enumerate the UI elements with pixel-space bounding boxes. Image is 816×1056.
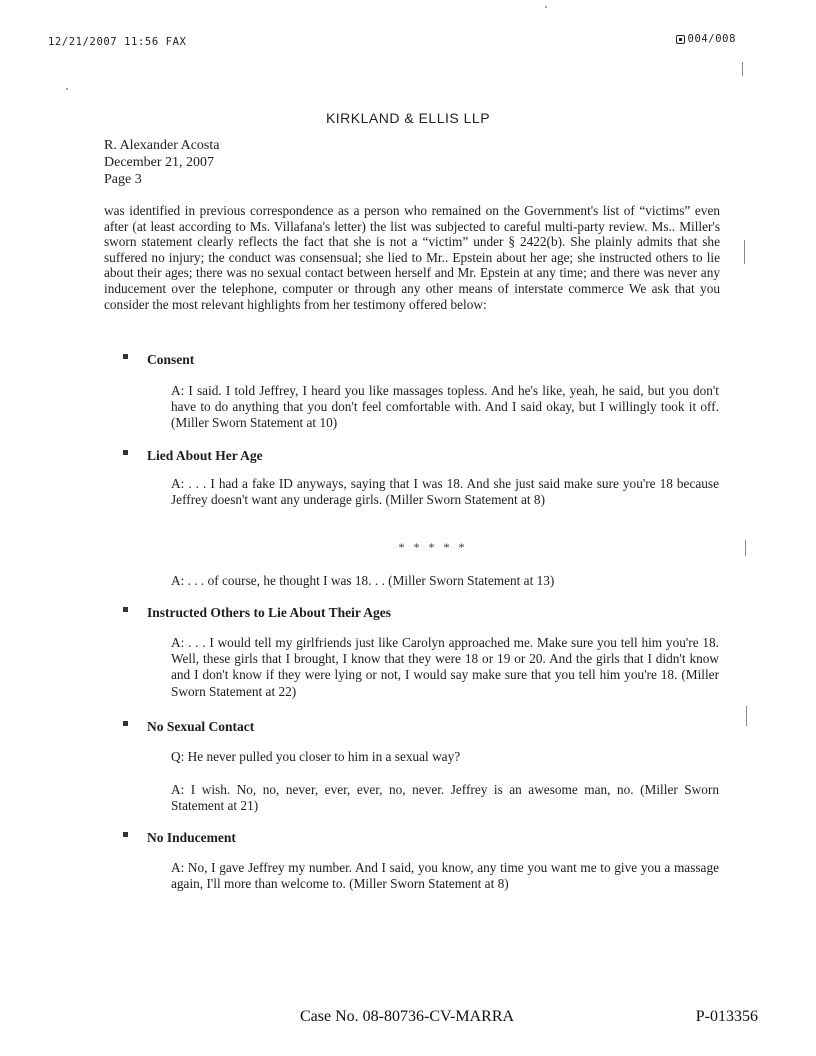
section-heading-label: Lied About Her Age	[147, 448, 263, 463]
fax-page-counter: 004/008	[687, 33, 736, 45]
page-label: Page 3	[104, 172, 142, 187]
bullet-icon	[123, 721, 128, 726]
bullet-icon	[123, 450, 128, 455]
quote-instructed: A: . . . I would tell my girlfriends just like Carolyn approached me. Make sure you tell him you're 18. Well, these girls that I brought, I know that they were 18 or 19 or 20. And the girls that I didn't know and I don't know if they were lying or not, I would say make sure that you tell him you're 18. (Miller Sworn Statement at 22)	[171, 635, 719, 699]
fax-page-counter-group	[676, 33, 736, 45]
letter-date: December 21, 2007	[104, 155, 215, 170]
bullet-icon	[123, 832, 128, 837]
quote-consent: A: I said. I told Jeffrey, I heard you like massages topless. And he's like, yeah, he said, but you don't have to do anything that you don't feel comfortable with. And I said okay, but I willingly took it off. (Miller Sworn Statement at 10)	[171, 383, 719, 431]
section-heading-lied-age	[147, 448, 263, 464]
bullet-icon	[123, 354, 128, 359]
case-number: Case No. 08-80736-CV-MARRA	[300, 1008, 515, 1025]
section-heading-no-inducement	[147, 830, 236, 846]
section-separator: * * * * *	[398, 540, 468, 554]
quote-no-inducement: A: No, I gave Jeffrey my number. And I said, you know, any time you want me to give you a massage again, I'll more than welcome to. (Miller Sworn Statement at 8)	[171, 860, 719, 892]
answer-no-contact: A: I wish. No, no, never, ever, ever, no, never. Jeffrey is an awesome man, no. (Miller Sworn Statement at 21)	[171, 782, 719, 814]
bates-number: P-013356	[695, 1008, 758, 1025]
firm-name: KIRKLAND & ELLIS LLP	[325, 110, 491, 126]
section-heading-label: No Inducement	[147, 830, 236, 845]
quote-lied-age: A: . . . I had a fake ID anyways, saying that I was 18. And she just said make sure you're 18 because Jeffrey doesn't want any underage girls. (Miller Sworn Statement at 8)	[171, 476, 719, 508]
addressee-name: R. Alexander Acosta	[104, 138, 220, 153]
quote-lied-age-2: A: . . . of course, he thought I was 18. . . (Miller Sworn Statement at 13)	[171, 573, 555, 588]
question-no-contact: Q: He never pulled you closer to him in a sexual way?	[171, 749, 461, 764]
fax-page-icon	[676, 35, 685, 44]
bullet-icon	[123, 607, 128, 612]
addressee-block	[104, 137, 219, 188]
fax-timestamp: 12/21/2007 11:56 FAX	[48, 36, 187, 48]
section-heading-label: Instructed Others to Lie About Their Ages	[147, 605, 392, 620]
section-heading-consent	[147, 352, 194, 368]
scan-speck	[744, 240, 745, 264]
scan-speck	[66, 88, 68, 90]
section-heading-label: Consent	[147, 352, 195, 367]
body-paragraph: was identified in previous correspondence as a person who remained on the Government's list of “victims” even after (at least according to Ms. Villafana's letter) the list was subjected to careful multi-party review. Ms.. Miller's sworn statement clearly reflects the fact that she is not a “victim” under § 2422(b). She plainly admits that she suffered no injury; the conduct was consensual; she lied to Mr.. Epstein about her age; she instructed others to lie about their ages; there was no sexual contact between herself and Mr. Epstein at any time; and there was never any inducement over the telephone, computer or through any other means of interstate commerce We ask that you consider the most relevant highlights from her testimony offered below:	[104, 203, 720, 312]
section-heading-label: No Sexual Contact	[147, 719, 255, 734]
section-heading-no-contact	[147, 719, 254, 735]
scan-speck	[746, 706, 747, 726]
scan-speck	[742, 62, 743, 76]
scan-speck	[545, 6, 547, 8]
section-heading-instructed	[147, 605, 391, 621]
